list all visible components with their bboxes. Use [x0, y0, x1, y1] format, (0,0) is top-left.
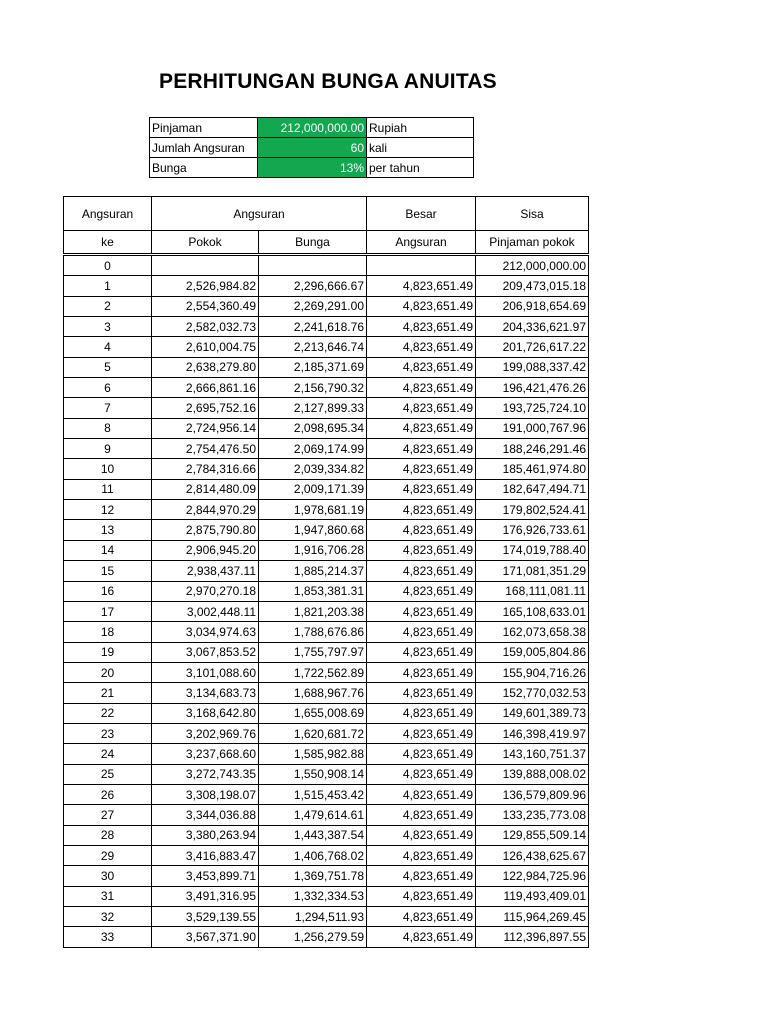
cell-besar-angsuran: 4,823,651.49 — [367, 500, 476, 520]
cell-sisa-pinjaman: 199,088,337.42 — [476, 357, 589, 377]
cell-ke: 20 — [64, 662, 152, 682]
cell-besar-angsuran: 4,823,651.49 — [367, 439, 476, 459]
cell-bunga: 1,821,203.38 — [259, 601, 367, 621]
cell-bunga: 1,722,562.89 — [259, 662, 367, 682]
cell-sisa-pinjaman: 191,000,767.96 — [476, 418, 589, 438]
summary-unit: Rupiah — [367, 118, 474, 138]
table-row — [64, 927, 589, 947]
table-row — [64, 276, 589, 296]
cell-bunga: 1,885,214.37 — [259, 561, 367, 581]
cell-pokok: 3,529,139.55 — [152, 907, 259, 927]
table-row — [64, 845, 589, 865]
cell-ke: 26 — [64, 784, 152, 804]
loan-summary-table — [149, 117, 474, 178]
table-row — [64, 622, 589, 642]
cell-bunga: 1,479,614.61 — [259, 805, 367, 825]
cell-pokok: 2,844,970.29 — [152, 500, 259, 520]
cell-sisa-pinjaman: 174,019,788.40 — [476, 540, 589, 560]
cell-pokok: 3,308,198.07 — [152, 784, 259, 804]
cell-besar-angsuran: 4,823,651.49 — [367, 398, 476, 418]
table-row — [64, 398, 589, 418]
header-sisa-pinjaman: Pinjaman pokok — [476, 231, 589, 255]
summary-value: 13% — [258, 158, 367, 178]
cell-sisa-pinjaman: 115,964,269.45 — [476, 907, 589, 927]
cell-pokok: 2,666,861.16 — [152, 378, 259, 398]
cell-besar-angsuran: 4,823,651.49 — [367, 805, 476, 825]
cell-pokok: 3,168,642.80 — [152, 703, 259, 723]
cell-pokok: 3,272,743.35 — [152, 764, 259, 784]
cell-bunga: 1,755,797.97 — [259, 642, 367, 662]
cell-pokok: 3,101,088.60 — [152, 662, 259, 682]
cell-besar-angsuran: 4,823,651.49 — [367, 764, 476, 784]
table-row — [64, 662, 589, 682]
cell-sisa-pinjaman: 168,111,081.11 — [476, 581, 589, 601]
cell-ke: 27 — [64, 805, 152, 825]
cell-besar-angsuran: 4,823,651.49 — [367, 703, 476, 723]
cell-besar-angsuran: 4,823,651.49 — [367, 825, 476, 845]
cell-bunga: 1,443,387.54 — [259, 825, 367, 845]
cell-pokok: 3,453,899.71 — [152, 866, 259, 886]
cell-besar-angsuran: 4,823,651.49 — [367, 927, 476, 947]
cell-ke: 24 — [64, 744, 152, 764]
cell-pokok: 2,526,984.82 — [152, 276, 259, 296]
cell-sisa-pinjaman: 155,904,716.26 — [476, 662, 589, 682]
cell-ke: 0 — [64, 255, 152, 276]
cell-sisa-pinjaman: 212,000,000.00 — [476, 255, 589, 276]
cell-pokok: 3,067,853.52 — [152, 642, 259, 662]
cell-pokok: 2,582,032.73 — [152, 317, 259, 337]
cell-besar-angsuran: 4,823,651.49 — [367, 276, 476, 296]
cell-ke: 21 — [64, 683, 152, 703]
cell-besar-angsuran: 4,823,651.49 — [367, 520, 476, 540]
summary-value: 212,000,000.00 — [258, 118, 367, 138]
cell-bunga: 2,185,371.69 — [259, 357, 367, 377]
cell-besar-angsuran: 4,823,651.49 — [367, 907, 476, 927]
summary-label: Pinjaman — [150, 118, 258, 138]
cell-pokok: 3,567,371.90 — [152, 927, 259, 947]
cell-ke: 31 — [64, 886, 152, 906]
loan-summary-body — [150, 118, 474, 178]
cell-bunga: 2,098,695.34 — [259, 418, 367, 438]
cell-bunga: 1,688,967.76 — [259, 683, 367, 703]
cell-besar-angsuran: 4,823,651.49 — [367, 845, 476, 865]
cell-sisa-pinjaman: 188,246,291.46 — [476, 439, 589, 459]
cell-ke: 2 — [64, 296, 152, 316]
table-row — [64, 357, 589, 377]
cell-bunga: 1,332,334.53 — [259, 886, 367, 906]
cell-pokok: 2,754,476.50 — [152, 439, 259, 459]
cell-ke: 9 — [64, 439, 152, 459]
cell-sisa-pinjaman: 182,647,494.71 — [476, 479, 589, 499]
cell-besar-angsuran: 4,823,651.49 — [367, 642, 476, 662]
cell-ke: 15 — [64, 561, 152, 581]
cell-bunga: 1,916,706.28 — [259, 540, 367, 560]
cell-sisa-pinjaman: 143,160,751.37 — [476, 744, 589, 764]
cell-pokok: 2,610,004.75 — [152, 337, 259, 357]
cell-bunga: 2,069,174.99 — [259, 439, 367, 459]
cell-besar-angsuran: 4,823,651.49 — [367, 296, 476, 316]
cell-sisa-pinjaman: 136,579,809.96 — [476, 784, 589, 804]
cell-sisa-pinjaman: 201,726,617.22 — [476, 337, 589, 357]
amortization-table — [63, 196, 589, 948]
summary-row — [150, 118, 474, 138]
cell-pokok: 3,344,036.88 — [152, 805, 259, 825]
cell-ke: 11 — [64, 479, 152, 499]
cell-sisa-pinjaman: 119,493,409.01 — [476, 886, 589, 906]
cell-ke: 7 — [64, 398, 152, 418]
table-row — [64, 255, 589, 276]
cell-pokok — [152, 255, 259, 276]
cell-besar-angsuran: 4,823,651.49 — [367, 540, 476, 560]
cell-sisa-pinjaman: 209,473,015.18 — [476, 276, 589, 296]
cell-ke: 3 — [64, 317, 152, 337]
cell-pokok: 3,134,683.73 — [152, 683, 259, 703]
table-row — [64, 418, 589, 438]
cell-bunga: 1,788,676.86 — [259, 622, 367, 642]
cell-sisa-pinjaman: 129,855,509.14 — [476, 825, 589, 845]
cell-pokok: 2,906,945.20 — [152, 540, 259, 560]
cell-sisa-pinjaman: 122,984,725.96 — [476, 866, 589, 886]
cell-ke: 32 — [64, 907, 152, 927]
cell-ke: 16 — [64, 581, 152, 601]
cell-ke: 1 — [64, 276, 152, 296]
cell-ke: 5 — [64, 357, 152, 377]
table-row — [64, 337, 589, 357]
cell-ke: 33 — [64, 927, 152, 947]
cell-ke: 10 — [64, 459, 152, 479]
cell-sisa-pinjaman: 206,918,654.69 — [476, 296, 589, 316]
cell-ke: 23 — [64, 723, 152, 743]
cell-pokok: 3,380,263.94 — [152, 825, 259, 845]
header-pokok: Pokok — [152, 231, 259, 255]
cell-sisa-pinjaman: 112,396,897.55 — [476, 927, 589, 947]
cell-besar-angsuran: 4,823,651.49 — [367, 662, 476, 682]
cell-ke: 29 — [64, 845, 152, 865]
cell-sisa-pinjaman: 179,802,524.41 — [476, 500, 589, 520]
cell-sisa-pinjaman: 185,461,974.80 — [476, 459, 589, 479]
cell-bunga: 1,369,751.78 — [259, 866, 367, 886]
cell-sisa-pinjaman: 159,005,804.86 — [476, 642, 589, 662]
summary-unit: kali — [367, 138, 474, 158]
cell-bunga: 2,009,171.39 — [259, 479, 367, 499]
table-row — [64, 866, 589, 886]
cell-ke: 28 — [64, 825, 152, 845]
cell-bunga: 2,213,646.74 — [259, 337, 367, 357]
cell-pokok: 2,554,360.49 — [152, 296, 259, 316]
table-row — [64, 703, 589, 723]
header-besar: Besar — [367, 197, 476, 231]
header-besar-angsuran: Angsuran — [367, 231, 476, 255]
cell-besar-angsuran: 4,823,651.49 — [367, 357, 476, 377]
summary-label: Bunga — [150, 158, 258, 178]
cell-sisa-pinjaman: 204,336,621.97 — [476, 317, 589, 337]
cell-sisa-pinjaman: 171,081,351.29 — [476, 561, 589, 581]
cell-besar-angsuran: 4,823,651.49 — [367, 317, 476, 337]
table-row — [64, 479, 589, 499]
table-row — [64, 744, 589, 764]
cell-besar-angsuran: 4,823,651.49 — [367, 723, 476, 743]
table-row — [64, 520, 589, 540]
summary-row — [150, 158, 474, 178]
cell-ke: 13 — [64, 520, 152, 540]
cell-pokok: 2,638,279.80 — [152, 357, 259, 377]
cell-ke: 30 — [64, 866, 152, 886]
cell-sisa-pinjaman: 193,725,724.10 — [476, 398, 589, 418]
cell-bunga: 1,256,279.59 — [259, 927, 367, 947]
cell-bunga: 1,655,008.69 — [259, 703, 367, 723]
cell-pokok: 2,970,270.18 — [152, 581, 259, 601]
cell-pokok: 3,202,969.76 — [152, 723, 259, 743]
table-row — [64, 784, 589, 804]
cell-sisa-pinjaman: 149,601,389.73 — [476, 703, 589, 723]
cell-besar-angsuran: 4,823,651.49 — [367, 418, 476, 438]
cell-bunga — [259, 255, 367, 276]
header-ke: ke — [64, 231, 152, 255]
header-angsuran-group: Angsuran — [152, 197, 367, 231]
cell-ke: 12 — [64, 500, 152, 520]
cell-besar-angsuran: 4,823,651.49 — [367, 866, 476, 886]
cell-pokok: 2,784,316.66 — [152, 459, 259, 479]
cell-bunga: 2,241,618.76 — [259, 317, 367, 337]
cell-pokok: 2,875,790.80 — [152, 520, 259, 540]
cell-sisa-pinjaman: 126,438,625.67 — [476, 845, 589, 865]
cell-pokok: 2,938,437.11 — [152, 561, 259, 581]
cell-bunga: 1,550,908.14 — [259, 764, 367, 784]
table-header — [64, 197, 589, 255]
cell-bunga: 1,853,381.31 — [259, 581, 367, 601]
table-row — [64, 805, 589, 825]
cell-besar-angsuran: 4,823,651.49 — [367, 459, 476, 479]
summary-value: 60 — [258, 138, 367, 158]
cell-ke: 6 — [64, 378, 152, 398]
cell-bunga: 2,269,291.00 — [259, 296, 367, 316]
cell-bunga: 2,039,334.82 — [259, 459, 367, 479]
cell-sisa-pinjaman: 176,926,733.61 — [476, 520, 589, 540]
table-row — [64, 886, 589, 906]
cell-besar-angsuran: 4,823,651.49 — [367, 622, 476, 642]
cell-pokok: 3,034,974.63 — [152, 622, 259, 642]
table-row — [64, 459, 589, 479]
table-row — [64, 561, 589, 581]
table-body — [64, 255, 589, 948]
table-row — [64, 500, 589, 520]
cell-sisa-pinjaman: 152,770,032.53 — [476, 683, 589, 703]
cell-bunga: 1,515,453.42 — [259, 784, 367, 804]
cell-pokok: 3,237,668.60 — [152, 744, 259, 764]
table-row — [64, 378, 589, 398]
cell-pokok: 2,695,752.16 — [152, 398, 259, 418]
cell-sisa-pinjaman: 139,888,008.02 — [476, 764, 589, 784]
cell-besar-angsuran: 4,823,651.49 — [367, 561, 476, 581]
cell-ke: 22 — [64, 703, 152, 723]
table-row — [64, 439, 589, 459]
cell-besar-angsuran: 4,823,651.49 — [367, 886, 476, 906]
cell-besar-angsuran: 4,823,651.49 — [367, 784, 476, 804]
header-bunga: Bunga — [259, 231, 367, 255]
cell-bunga: 2,156,790.32 — [259, 378, 367, 398]
table-row — [64, 601, 589, 621]
cell-pokok: 3,491,316.95 — [152, 886, 259, 906]
cell-bunga: 1,947,860.68 — [259, 520, 367, 540]
cell-sisa-pinjaman: 133,235,773.08 — [476, 805, 589, 825]
cell-bunga: 1,406,768.02 — [259, 845, 367, 865]
table-row — [64, 317, 589, 337]
cell-besar-angsuran — [367, 255, 476, 276]
table-row — [64, 540, 589, 560]
cell-pokok: 2,724,956.14 — [152, 418, 259, 438]
header-angsuran: Angsuran — [64, 197, 152, 231]
table-row — [64, 764, 589, 784]
header-sisa: Sisa — [476, 197, 589, 231]
table-row — [64, 642, 589, 662]
table-row — [64, 825, 589, 845]
cell-ke: 14 — [64, 540, 152, 560]
cell-besar-angsuran: 4,823,651.49 — [367, 378, 476, 398]
cell-bunga: 1,585,982.88 — [259, 744, 367, 764]
cell-besar-angsuran: 4,823,651.49 — [367, 744, 476, 764]
table-row — [64, 683, 589, 703]
cell-sisa-pinjaman: 146,398,419.97 — [476, 723, 589, 743]
summary-unit: per tahun — [367, 158, 474, 178]
table-row — [64, 723, 589, 743]
summary-label: Jumlah Angsuran — [150, 138, 258, 158]
summary-row — [150, 138, 474, 158]
cell-besar-angsuran: 4,823,651.49 — [367, 683, 476, 703]
cell-pokok: 3,416,883.47 — [152, 845, 259, 865]
table-row — [64, 581, 589, 601]
cell-besar-angsuran: 4,823,651.49 — [367, 581, 476, 601]
cell-ke: 17 — [64, 601, 152, 621]
cell-pokok: 2,814,480.09 — [152, 479, 259, 499]
cell-ke: 18 — [64, 622, 152, 642]
cell-bunga: 1,294,511.93 — [259, 907, 367, 927]
cell-ke: 19 — [64, 642, 152, 662]
cell-bunga: 2,296,666.67 — [259, 276, 367, 296]
cell-pokok: 3,002,448.11 — [152, 601, 259, 621]
cell-bunga: 2,127,899.33 — [259, 398, 367, 418]
cell-ke: 4 — [64, 337, 152, 357]
cell-bunga: 1,620,681.72 — [259, 723, 367, 743]
table-row — [64, 296, 589, 316]
cell-ke: 25 — [64, 764, 152, 784]
table-row — [64, 907, 589, 927]
cell-ke: 8 — [64, 418, 152, 438]
cell-bunga: 1,978,681.19 — [259, 500, 367, 520]
cell-sisa-pinjaman: 162,073,658.38 — [476, 622, 589, 642]
cell-besar-angsuran: 4,823,651.49 — [367, 479, 476, 499]
cell-sisa-pinjaman: 165,108,633.01 — [476, 601, 589, 621]
page-title: PERHITUNGAN BUNGA ANUITAS — [159, 70, 497, 93]
cell-sisa-pinjaman: 196,421,476.26 — [476, 378, 589, 398]
cell-besar-angsuran: 4,823,651.49 — [367, 601, 476, 621]
cell-besar-angsuran: 4,823,651.49 — [367, 337, 476, 357]
